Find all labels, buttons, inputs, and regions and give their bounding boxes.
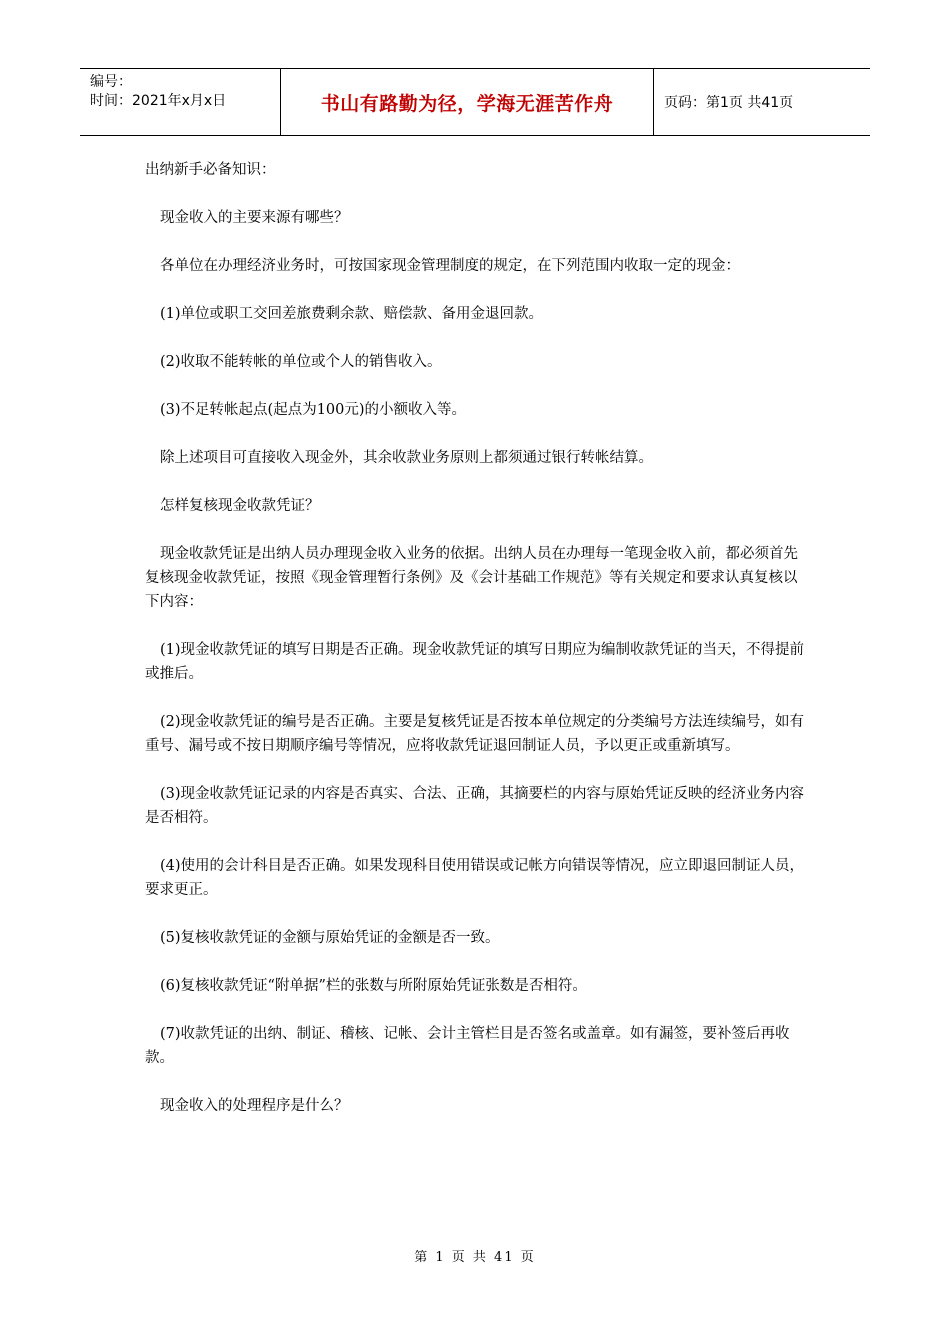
paragraph: (1)单位或职工交回差旅费剩余款、赔偿款、备用金退回款。: [160, 306, 544, 322]
paragraph: (1)现金收款凭证的填写日期是否正确。现金收款凭证的填写日期应为编制收款凭证的当天，不得提前或推后。: [145, 642, 805, 682]
time-label: 时间：2021年x月x日: [90, 93, 227, 109]
header-page-info: 页码：第1页 共41页: [664, 95, 794, 111]
paragraph: 出纳新手必备知识：: [145, 162, 276, 178]
paragraph: 各单位在办理经济业务时，可按国家现金管理制度的规定，在下列范围内收取一定的现金：: [160, 258, 740, 274]
page-footer: 第 1 页 共 41 页: [414, 1250, 536, 1265]
paragraph: 现金收入的处理程序是什么？: [160, 1098, 349, 1114]
paragraph: (7)收款凭证的出纳、制证、稽核、记帐、会计主管栏目是否签名或盖章。如有漏签，要补签后再收款。: [145, 1026, 790, 1066]
page-header: [80, 68, 870, 136]
paragraph: (3)现金收款凭证记录的内容是否真实、合法、正确，其摘要栏的内容与原始凭证反映的经济业务内容是否相符。: [145, 786, 805, 826]
paragraph: 除上述项目可直接收入现金外，其余收款业务原则上都须通过银行转帐结算。: [160, 450, 653, 466]
header-motto: 书山有路勤为径，学海无涯苦作舟: [281, 69, 654, 135]
paragraph: 怎样复核现金收款凭证？: [160, 498, 320, 514]
paragraph: 现金收入的主要来源有哪些？: [160, 210, 349, 226]
paragraph: 现金收款凭证是出纳人员办理现金收入业务的依据。出纳人员在办理每一笔现金收入前，都必须首先复核现金收款凭证，按照《现金管理暂行条例》及《会计基础工作规范》等有关规定和要求认真复核以下内容：: [145, 546, 798, 610]
paragraph: (2)现金收款凭证的编号是否正确。主要是复核凭证是否按本单位规定的分类编号方法连续编号，如有重号、漏号或不按日期顺序编号等情况，应将收款凭证退回制证人员，予以更正或重新填写。: [145, 714, 805, 754]
paragraph: (2)收取不能转帐的单位或个人的销售收入。: [160, 354, 442, 370]
header-meta: [80, 69, 281, 135]
number-label: 编号：: [90, 74, 132, 90]
paragraph: (4)使用的会计科目是否正确。如果发现科目使用错误或记帐方向错误等情况，应立即退回制证人员，要求更正。: [145, 858, 805, 898]
paragraph: (3)不足转帐起点(起点为100元)的小额收入等。: [160, 402, 467, 418]
document-body: [145, 158, 810, 1142]
paragraph: (5)复核收款凭证的金额与原始凭证的金额是否一致。: [160, 930, 500, 946]
paragraph: (6)复核收款凭证“附单据”栏的张数与所附原始凭证张数是否相符。: [160, 978, 587, 994]
